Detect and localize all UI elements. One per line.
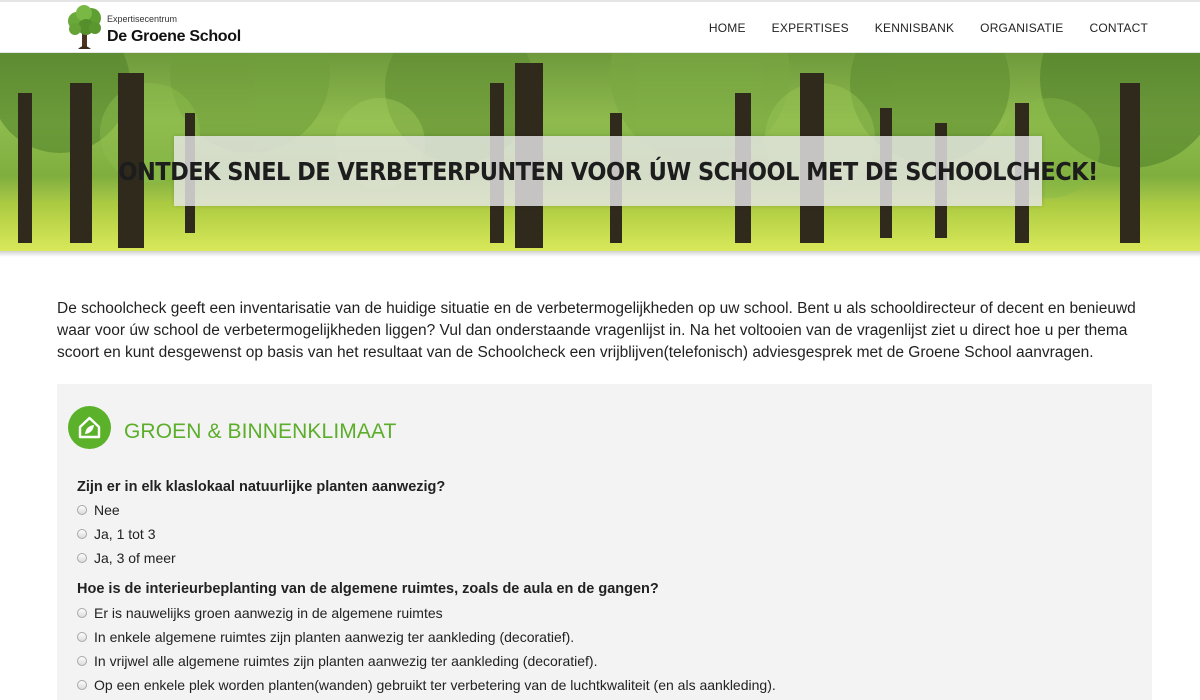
radio-button[interactable]: [77, 680, 87, 690]
main-nav: [683, 2, 1148, 53]
option-label: In vrijwel alle algemene ruimtes zijn planten aanwezig ter aankleding (decoratief).: [94, 653, 598, 669]
option-label: Er is nauwelijks groen aanwezig in de algemene ruimtes: [94, 605, 443, 621]
radio-button[interactable]: [77, 553, 87, 563]
nav-organisatie[interactable]: ORGANISATIE: [980, 20, 1064, 35]
logo-subtitle: Expertisecentrum: [107, 14, 178, 24]
q1-option-3-of-meer[interactable]: [77, 548, 176, 568]
nav-contact[interactable]: CONTACT: [1089, 20, 1148, 35]
question-1: Zijn er in elk klaslokaal natuurlijke planten aanwezig?: [77, 479, 446, 495]
question-2: Hoe is de interieurbeplanting van de algemene ruimtes, zoals de aula en de gangen?: [77, 581, 659, 597]
hero-title-box: [118, 136, 1098, 206]
radio-button[interactable]: [77, 505, 87, 515]
option-label: Nee: [94, 502, 120, 518]
nav-home[interactable]: HOME: [708, 20, 746, 35]
radio-button[interactable]: [77, 632, 87, 642]
nav-expertises[interactable]: EXPERTISES: [771, 20, 849, 35]
logo-title: De Groene School: [107, 28, 241, 45]
option-label: Ja, 1 tot 3: [94, 526, 156, 542]
site-logo[interactable]: [66, 5, 246, 51]
tree-logo-icon: [66, 5, 104, 51]
site-header: [0, 0, 1200, 53]
option-label: In enkele algemene ruimtes zijn planten aanwezig ter aankleding (decoratief).: [94, 629, 575, 645]
q1-option-nee[interactable]: [77, 500, 120, 520]
q2-option-1[interactable]: [77, 603, 443, 623]
q1-option-1-tot-3[interactable]: [77, 524, 155, 544]
radio-button[interactable]: [77, 656, 87, 666]
radio-button[interactable]: [77, 608, 87, 618]
option-label: Op een enkele plek worden planten(wanden) gebruikt ter verbetering van de luchtkwaliteit (en als aankleding).: [94, 677, 776, 693]
house-leaf-icon: [68, 406, 111, 449]
radio-button[interactable]: [77, 529, 87, 539]
hero-divider: [0, 251, 1200, 257]
option-label: Ja, 3 of meer: [94, 550, 176, 566]
q2-option-4[interactable]: [77, 675, 776, 695]
section-title: GROEN & BINNENKLIMAAT: [124, 420, 397, 443]
q2-option-3[interactable]: [77, 651, 598, 671]
hero-title: ONTDEK SNEL DE VERBETERPUNTEN VOOR ÚW SCHOOL MET DE SCHOOLCHECK!: [118, 156, 1098, 186]
hero-banner: [0, 53, 1200, 251]
intro-paragraph: De schoolcheck geeft een inventarisatie van de huidige situatie en de verbetermogelijkheden op uw school. Bent u als schooldirecteur of decent en benieuwd waar voor úw school de verbetermogelijkheden liggen? Vul dan onderstaande vragenlijst in. Na het voltooien van de vragenlijst ziet u direct hoe u per thema scoort en kunt desgewenst op basis van het resultaat van de Schoolcheck een vrijblijven(telefonisch) adviesgesprek met de Groene School aanvragen.: [57, 300, 1136, 361]
nav-kennisbank[interactable]: KENNISBANK: [874, 20, 955, 35]
q2-option-2[interactable]: [77, 627, 574, 647]
schoolcheck-section: [57, 384, 1152, 700]
